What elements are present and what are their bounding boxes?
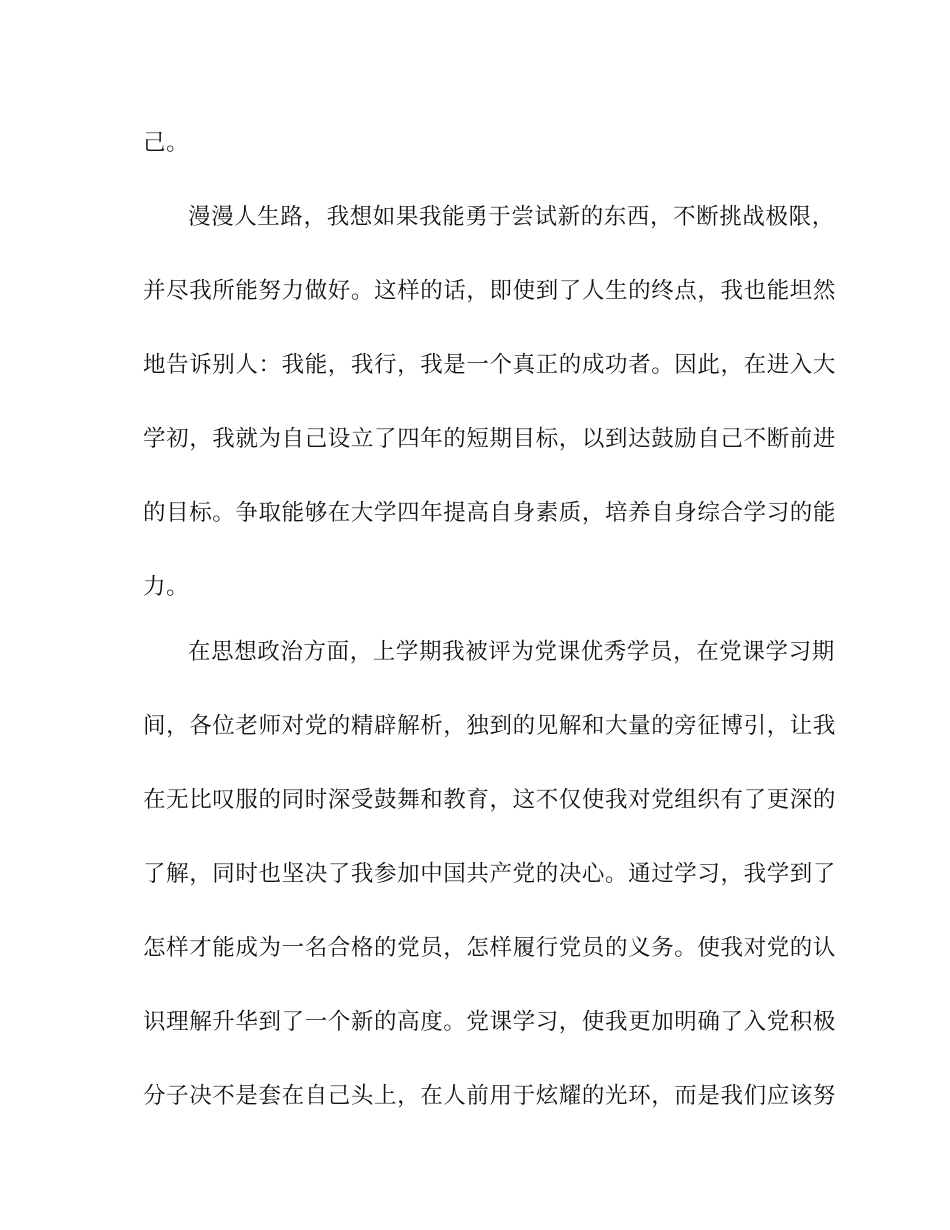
text-line: 分子决不是套在自己头上，在人前用于炫耀的光环，而是我们应该努 — [143, 1083, 837, 1109]
text-line: 了解，同时也坚决了我参加中国共产党的决心。通过学习，我学到了 — [143, 861, 837, 887]
text-line: 怎样才能成为一名合格的党员，怎样履行党员的义务。使我对党的认 — [143, 935, 837, 961]
text-line: 识理解升华到了一个新的高度。党课学习，使我更加明确了入党积极 — [143, 1009, 837, 1035]
text-line: 力。 — [143, 574, 190, 600]
text-line: 地告诉别人：我能，我行，我是一个真正的成功者。因此，在进入大 — [143, 352, 837, 378]
text-line: 间，各位老师对党的精辟解析，独到的见解和大量的旁征博引，让我 — [143, 713, 837, 739]
text-line: 并尽我所能努力做好。这样的话，即使到了人生的终点，我也能坦然 — [143, 278, 837, 304]
text-line: 在无比叹服的同时深受鼓舞和教育，这不仅使我对党组织有了更深的 — [143, 787, 837, 813]
paragraph-start-line: 漫漫人生路，我想如果我能勇于尝试新的东西，不断挑战极限， — [188, 204, 835, 230]
paragraph-start-line: 在思想政治方面，上学期我被评为党课优秀学员，在党课学习期 — [188, 639, 835, 665]
text-line: 己。 — [143, 130, 190, 156]
text-line: 的目标。争取能够在大学四年提高自身素质，培养自身综合学习的能 — [143, 500, 837, 526]
text-line: 学初，我就为自己设立了四年的短期目标，以到达鼓励自己不断前进 — [143, 426, 837, 452]
